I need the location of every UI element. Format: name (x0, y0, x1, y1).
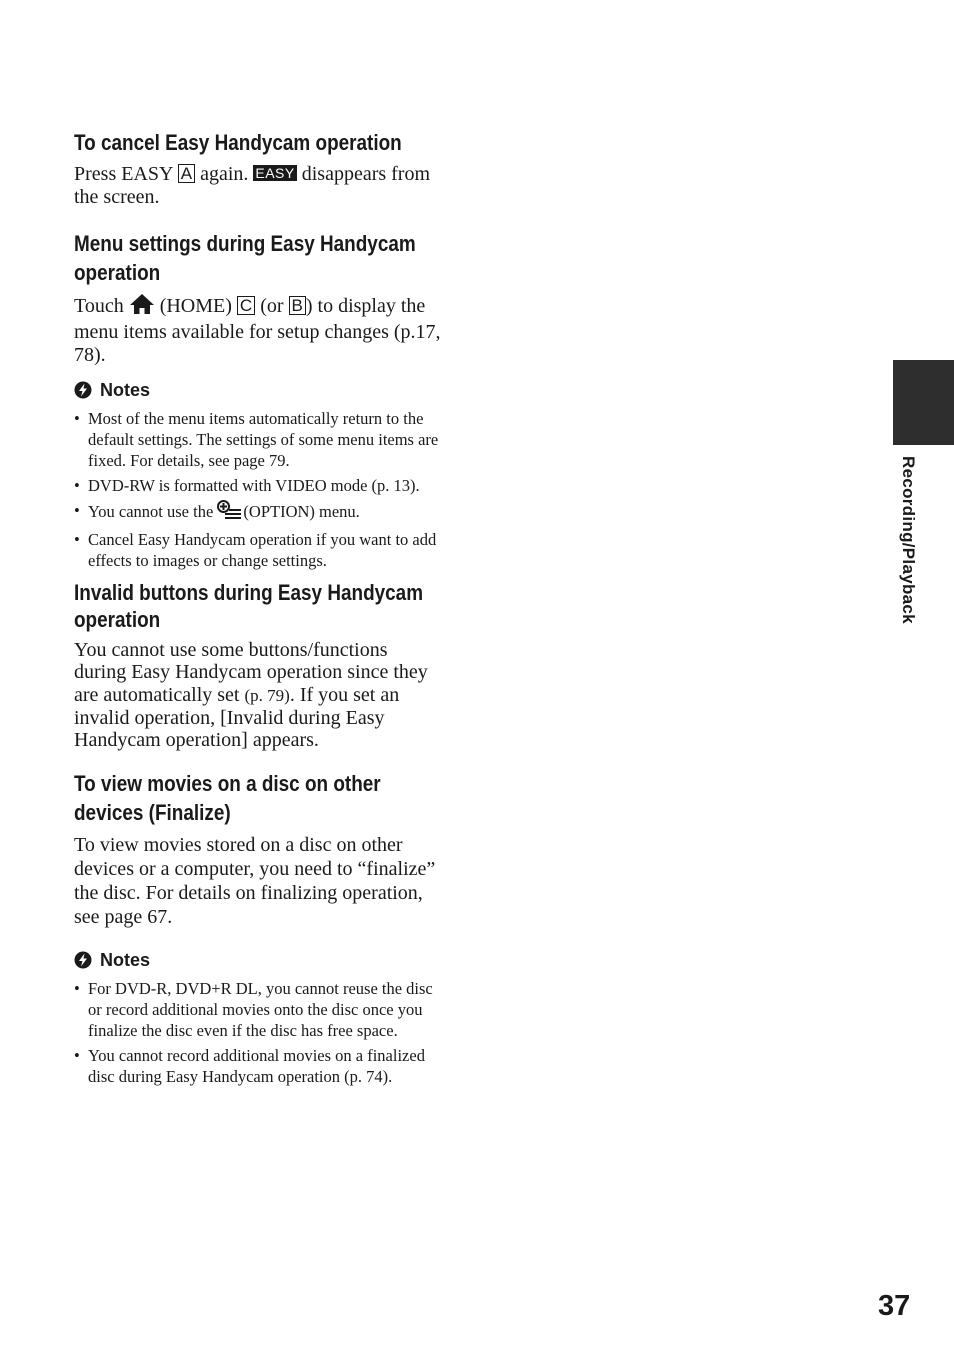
note-item: • Cancel Easy Handycam operation if you want to add effects to images or change settings. (74, 529, 442, 571)
text-segment: ) to display the menu items available for setup changes (p.17, 78). (74, 295, 441, 366)
text-segment: (OPTION) menu. (243, 502, 360, 521)
notes-lightning-icon (74, 951, 92, 969)
text-segment: You cannot use the (88, 502, 218, 521)
text-segment: (or (255, 295, 289, 317)
notes-heading (74, 949, 442, 971)
page-number: 37 (878, 1290, 911, 1322)
page-reference: (p. 79) (244, 685, 290, 705)
paragraph-invalid (74, 639, 442, 751)
paragraph-cancel (74, 163, 442, 209)
notes-heading (74, 379, 442, 401)
easy-indicator-icon: EASY (255, 165, 295, 181)
note-item: • You cannot record additional movies on a finalized disc during Easy Handycam operation (p. 74). (74, 1045, 442, 1087)
key-b-label: B (289, 296, 306, 315)
key-a-label: A (178, 164, 195, 183)
notes-heading-text: Notes (100, 950, 151, 971)
side-tab-marker (893, 360, 954, 445)
note-item-option (74, 500, 442, 525)
text-segment: Press EASY (74, 163, 178, 185)
heading-invalid-buttons: Invalid buttons during Easy Handycam operation (74, 580, 424, 632)
text-segment: disappears from the screen. (74, 163, 431, 208)
text-segment: . If you set an invalid operation, [Invalid during Easy Handycam operation] appears. (74, 683, 400, 752)
note-item: • For DVD-R, DVD+R DL, you cannot reuse the disc or record additional movies onto the disc once you finalize the disc even if the disc has free space. (74, 978, 442, 1041)
text-segment: again. (195, 163, 254, 185)
option-icon (217, 500, 243, 525)
paragraph-finalize: To view movies stored on a disc on other devices or a computer, you need to “finalize” the disc. For details on finalizing operation, see page 67. (74, 834, 436, 929)
paragraph-menu (74, 293, 442, 367)
key-c-label: C (237, 296, 255, 315)
heading-finalize: To view movies on a disc on other devices (Finalize) (74, 771, 381, 826)
main-column (74, 128, 442, 1091)
notes-heading-text: Notes (100, 380, 151, 400)
heading-menu-settings: Menu settings during Easy Handycam operation (74, 231, 416, 285)
note-item: • DVD-RW is formatted with VIDEO mode (p. 13). (74, 475, 442, 496)
text-segment: You cannot use some buttons/functions during Easy Handycam operation since they are automatically set (74, 639, 428, 706)
text-segment: (HOME) (154, 295, 237, 317)
note-item: • Most of the menu items automatically return to the default settings. The settings of some menu items are fixed. For details, see page 79. (74, 408, 442, 471)
side-tab-label: Recording/Playback (899, 456, 918, 624)
heading-cancel-easy-handycam: To cancel Easy Handycam operation (74, 130, 402, 155)
home-icon (129, 293, 155, 321)
notes-list (74, 408, 442, 571)
notes-list (74, 978, 442, 1087)
text-segment: Touch (74, 295, 129, 317)
notes-lightning-icon (74, 381, 92, 399)
